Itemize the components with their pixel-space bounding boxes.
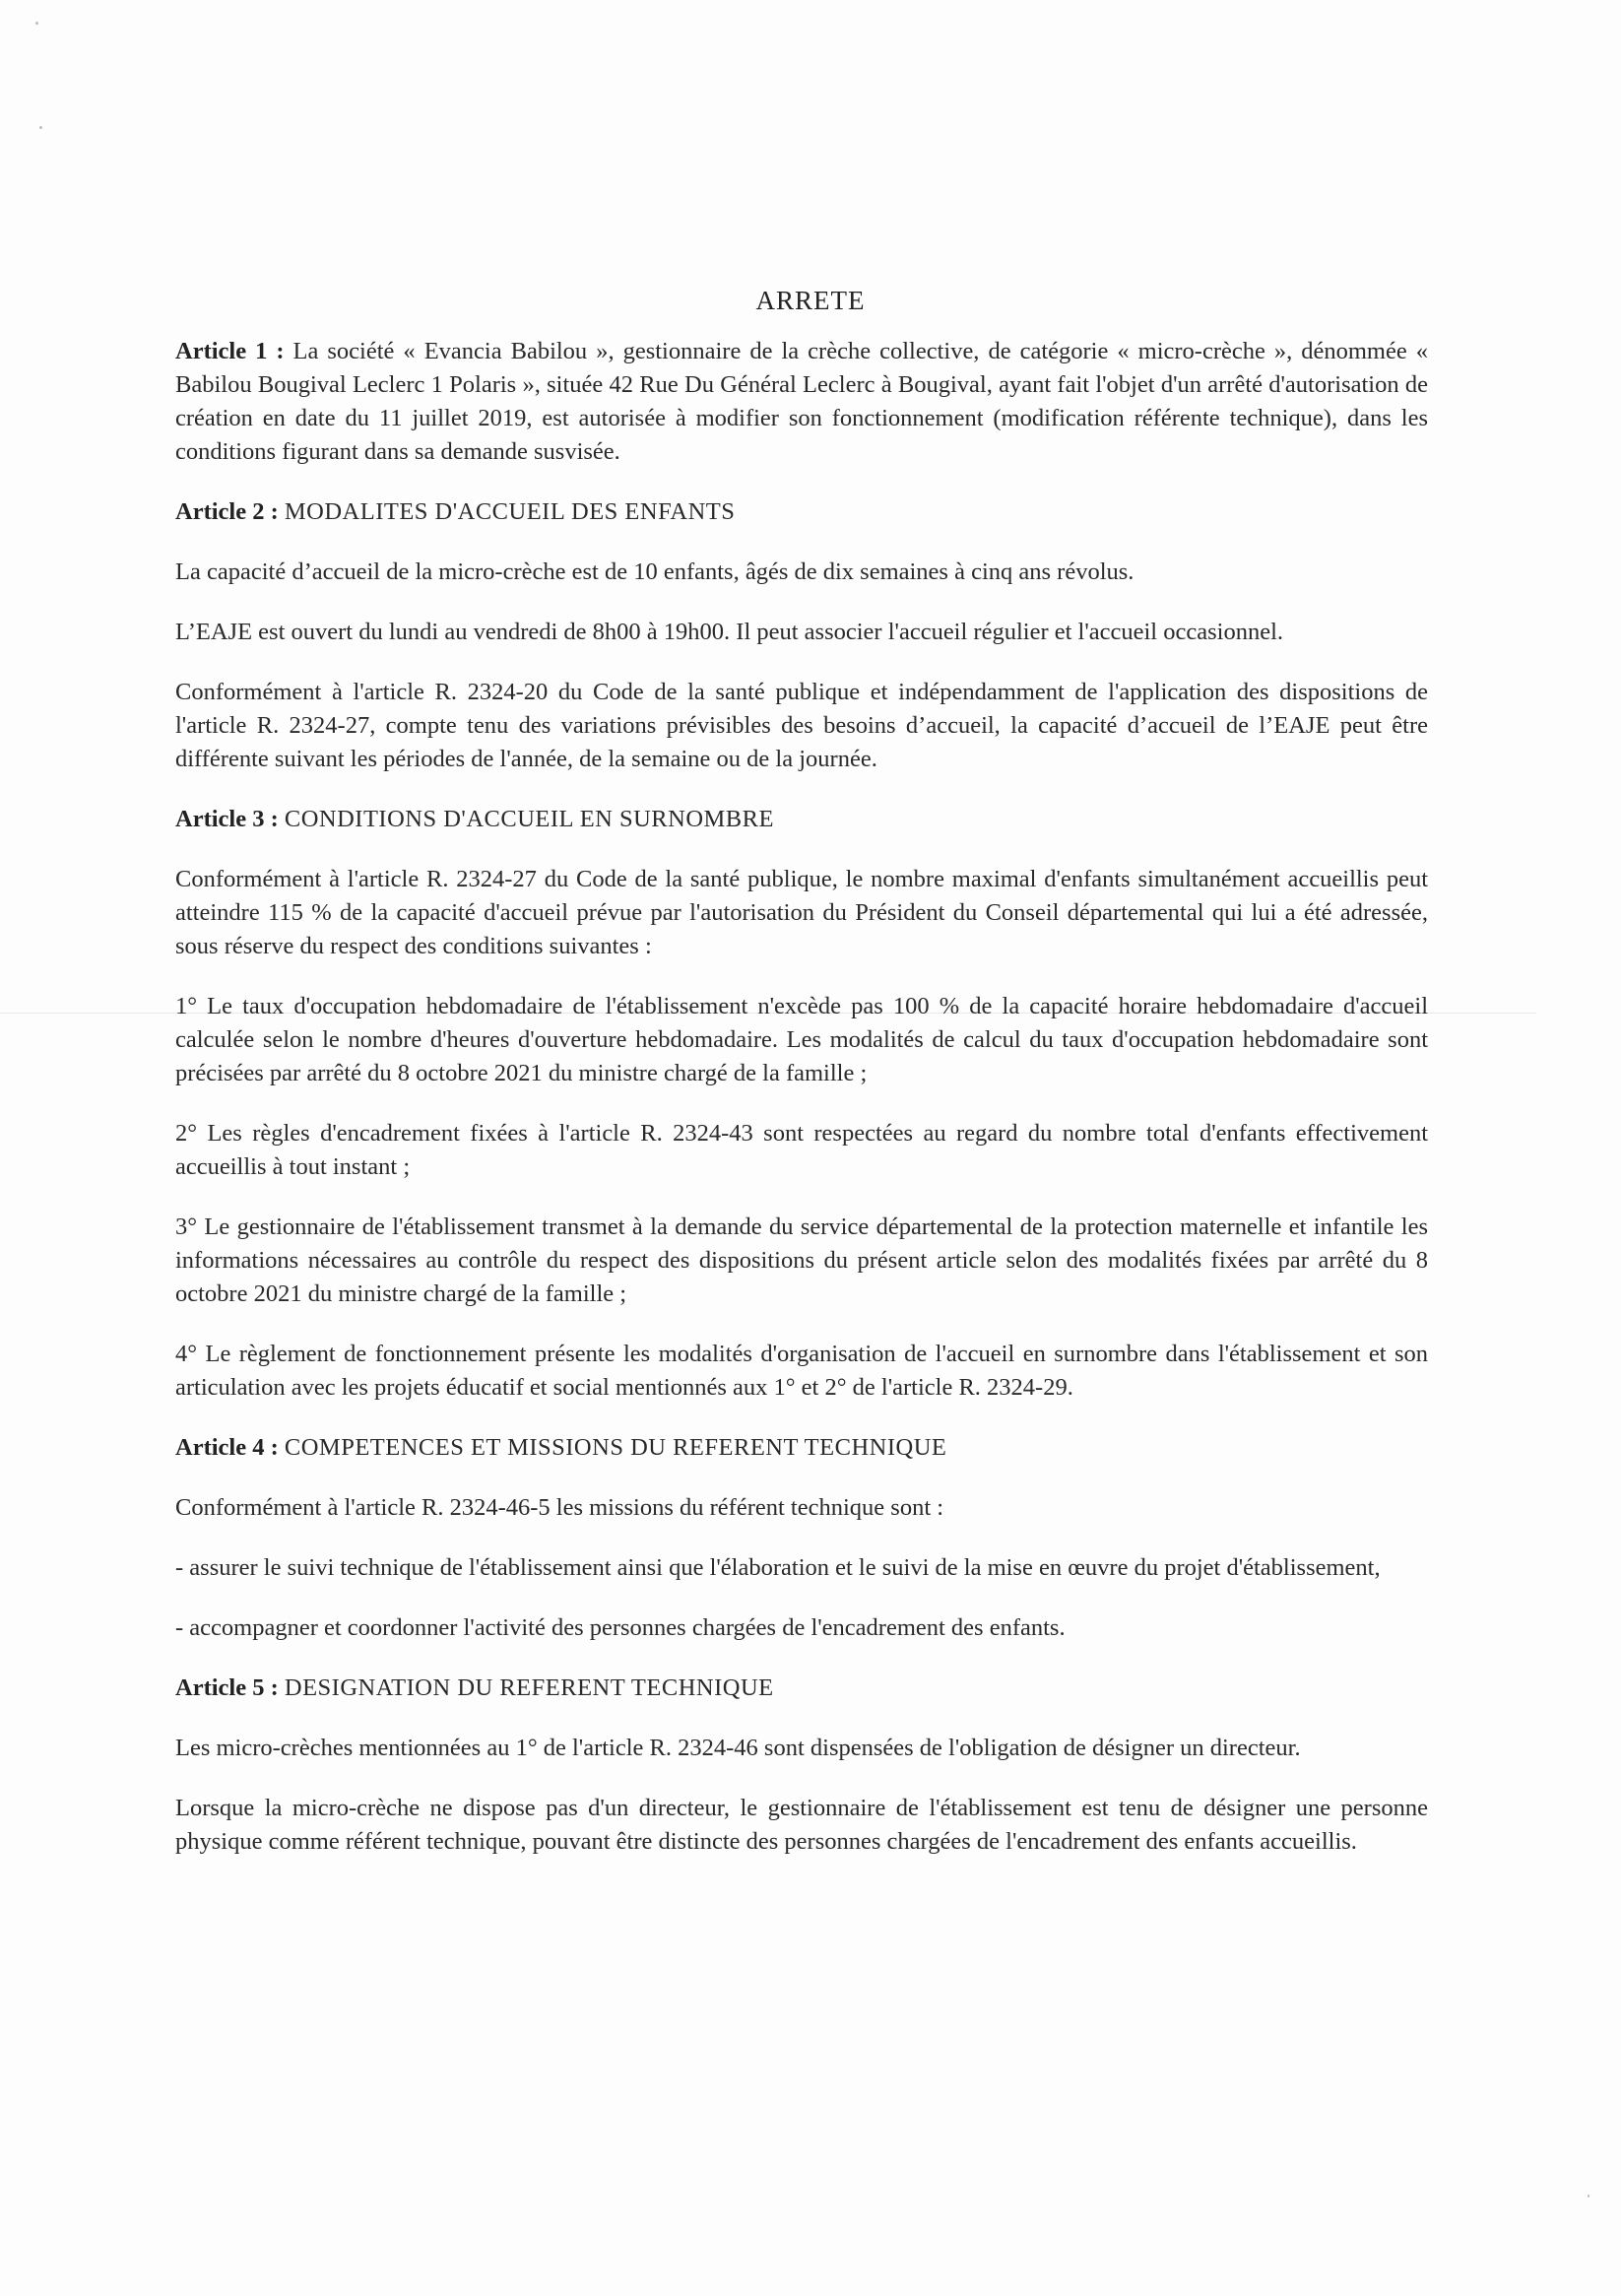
document-body: [175, 335, 1428, 1885]
scan-speck: [1588, 2195, 1589, 2198]
article-1-text: La société « Evancia Babilou », gestionnaire de la crèche collective, de catégorie « micro-crèche », dénommée « Babilou Bougival Leclerc 1 Polaris », située 42 Rue Du Général Leclerc à Bougival, ayant fait l'objet d'un arrêté d'autorisation de création en date du 11 juillet 2019, est autorisée à modifier son fonctionnement (modification référente technique), dans les conditions figurant dans sa demande susvisée.: [175, 338, 1428, 465]
article-2-paragraph: L’EAJE est ouvert du lundi au vendredi de 8h00 à 19h00. Il peut associer l'accueil régulier et l'accueil occasionnel.: [175, 619, 1284, 645]
article-4-intro: Conformément à l'article R. 2324-46-5 les missions du référent technique sont :: [175, 1494, 944, 1521]
document-title: ARRETE: [755, 286, 866, 315]
article-2-paragraph: La capacité d’accueil de la micro-crèche est de 10 enfants, âgés de dix semaines à cinq ans révolus.: [175, 558, 1135, 585]
article-2-label: Article 2 :: [175, 498, 279, 525]
scan-speck: [39, 126, 42, 129]
article-4-label: Article 4 :: [175, 1434, 279, 1461]
article-3-paragraph: Conformément à l'article R. 2324-27 du Code de la santé publique, le nombre maximal d'enfants simultanément accueillis peut atteindre 115 % de la capacité d'accueil prévue par l'autorisation du Président du Conseil départemental qui lui a été adressée, sous réserve du respect des conditions suivantes :: [175, 866, 1428, 959]
article-4-title: COMPETENCES ET MISSIONS DU REFERENT TECHNIQUE: [284, 1434, 947, 1461]
article-4-missions-list: [175, 1551, 1428, 1645]
article-3-condition-2: 2° Les règles d'encadrement fixées à l'article R. 2324-43 sont respectées au regard du nombre total d'enfants effectivement accueillis à tout instant ;: [175, 1120, 1428, 1180]
article-5-paragraph: Lorsque la micro-crèche ne dispose pas d'un directeur, le gestionnaire de l'établissement est tenu de désigner une personne physique comme référent technique, pouvant être distincte des personnes chargées de l'encadrement des enfants accueillis.: [175, 1795, 1428, 1855]
article-3-title: CONDITIONS D'ACCUEIL EN SURNOMBRE: [284, 806, 774, 832]
article-3-condition-3: 3° Le gestionnaire de l'établissement transmet à la demande du service départemental de la protection maternelle et infantile les informations nécessaires au contrôle du respect des dispositions du présent article selon des modalités fixées par arrêté du 8 octobre 2021 du ministre chargé de la famille ;: [175, 1214, 1428, 1307]
article-4-heading: [175, 1431, 1428, 1465]
article-5-heading: [175, 1672, 1428, 1705]
article-3-condition-4: 4° Le règlement de fonctionnement présente les modalités d'organisation de l'accueil en surnombre dans l'établissement et son articulation avec les projets éducatif et social mentionnés aux 1° et 2° de l'article R. 2324-29.: [175, 1341, 1428, 1401]
list-item: - accompagner et coordonner l'activité des personnes chargées de l'encadrement des enfants.: [175, 1614, 1066, 1641]
article-3-condition-1: 1° Le taux d'occupation hebdomadaire de l'établissement n'excède pas 100 % de la capacité horaire hebdomadaire d'accueil calculée selon le nombre d'heures d'ouverture hebdomadaire. Les modalités de calcul du taux d'occupation hebdomadaire sont précisées par arrêté du 8 octobre 2021 du ministre chargé de la famille ;: [175, 993, 1428, 1086]
article-5-title: DESIGNATION DU REFERENT TECHNIQUE: [284, 1674, 774, 1701]
scan-speck: [35, 22, 38, 25]
list-item: - assurer le suivi technique de l'établissement ainsi que l'élaboration et le suivi de la mise en œuvre du projet d'établissement,: [175, 1554, 1381, 1581]
article-1-label: Article 1 :: [175, 338, 285, 364]
article-3-heading: [175, 803, 1428, 836]
article-2-heading: [175, 495, 1428, 529]
article-1: [175, 335, 1428, 469]
article-5-paragraph: Les micro-crèches mentionnées au 1° de l'article R. 2324-46 sont dispensées de l'obligation de désigner un directeur.: [175, 1735, 1301, 1761]
article-5-label: Article 5 :: [175, 1674, 279, 1701]
article-2-paragraph: Conformément à l'article R. 2324-20 du Code de la santé publique et indépendamment de l'application des dispositions de l'article R. 2324-27, compte tenu des variations prévisibles des besoins d’accueil, la capacité d’accueil de l’EAJE peut être différente suivant les périodes de l'année, de la semaine ou de la journée.: [175, 679, 1428, 772]
article-2-title: MODALITES D'ACCUEIL DES ENFANTS: [284, 498, 736, 525]
article-3-label: Article 3 :: [175, 806, 279, 832]
